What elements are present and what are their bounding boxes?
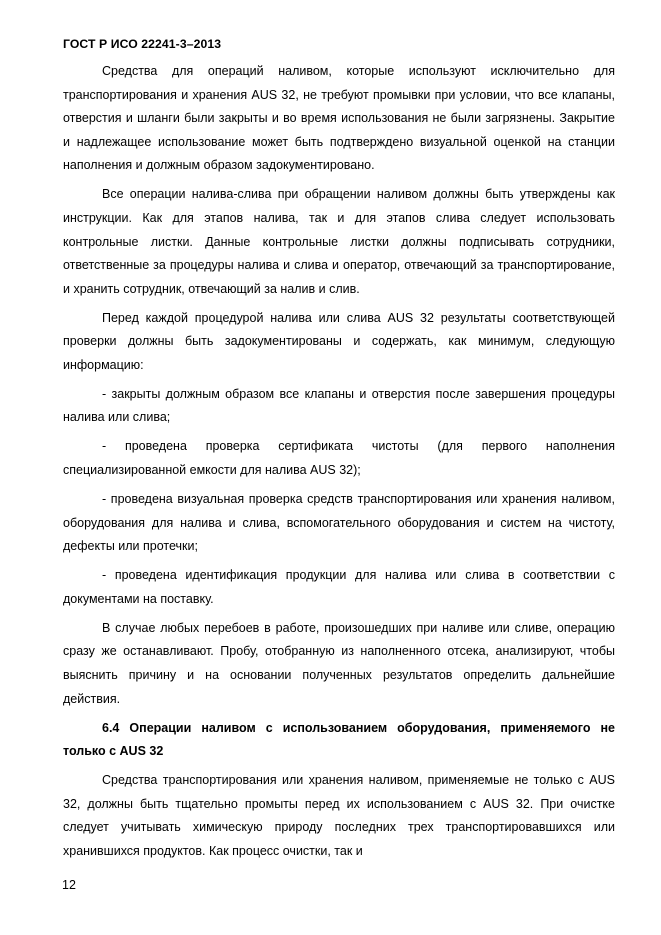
paragraph-operations-approval: Все операции налива-слива при обращении наливом должны быть утверждены как инструкции. Как для этапов налива, так и для этапов слива следует использовать контрольные листки. Данные контрольные листки должны подписывать сотрудники, ответственные за процедуры налива и слива и оператор, отвечающий за транспортирование, и хранить сотрудник, отвечающий за налив и слив. bbox=[63, 187, 615, 296]
paragraph-bulk-means: Средства для операций наливом, которые используют исключительно для транспортирования и хранения AUS 32, не требуют промывки при условии, что все клапаны, отверстия и шланги были закрыты и во время использования не были загрязнены. Закрытие и надлежащее использование может быть подтверждено визуальной оценкой на станции наполнения и должным образом задокументировано. bbox=[63, 64, 615, 173]
list-item-certificate-check: - проведена проверка сертификата чистоты (для первого наполнения специализированной емкости для налива AUS 32); bbox=[63, 439, 615, 478]
list-item-visual-inspection: - проведена визуальная проверка средств транспортирования или хранения наливом, оборудования для налива и слива, вспомогательного оборудования и систем на чистоту, дефекты или протечки; bbox=[63, 492, 615, 554]
list-item-valves-closed: - закрыты должным образом все клапаны и отверстия после завершения процедуры налива или слива; bbox=[63, 386, 615, 425]
paragraph-section-6-4: Средства транспортирования или хранения наливом, применяемые не только с AUS 32, должны быть тщательно промыты перед их использованием с AUS 32. При очистке следует учитывать химическую природу последних трех транспортировавшихся или хранившихся продуктов. Как процесс очистки, так и bbox=[63, 773, 615, 858]
paragraph-interruptions: В случае любых перебоев в работе, произошедших при наливе или сливе, операцию сразу же останавливают. Пробу, отобранную из наполненного отсека, анализируют, чтобы выяснить причину и на основании полученных результатов определить дальнейшие действия. bbox=[63, 620, 615, 706]
list-item-product-identification: - проведена идентификация продукции для налива или слива в соответствии с документами на поставку. bbox=[63, 568, 615, 606]
paragraph-check-results: Перед каждой процедурой налива или слива AUS 32 результаты соответствующей проверки должны быть задокументированы и содержать, как минимум, следующую информацию: bbox=[63, 310, 615, 372]
page-number: 12 bbox=[62, 878, 76, 892]
standard-header: ГОСТ Р ИСО 22241-3–2013 bbox=[63, 37, 222, 51]
document-body bbox=[63, 60, 615, 864]
section-heading-6-4: 6.4 Операции наливом с использованием оборудования, применяемого не только с AUS 32 bbox=[63, 720, 615, 759]
